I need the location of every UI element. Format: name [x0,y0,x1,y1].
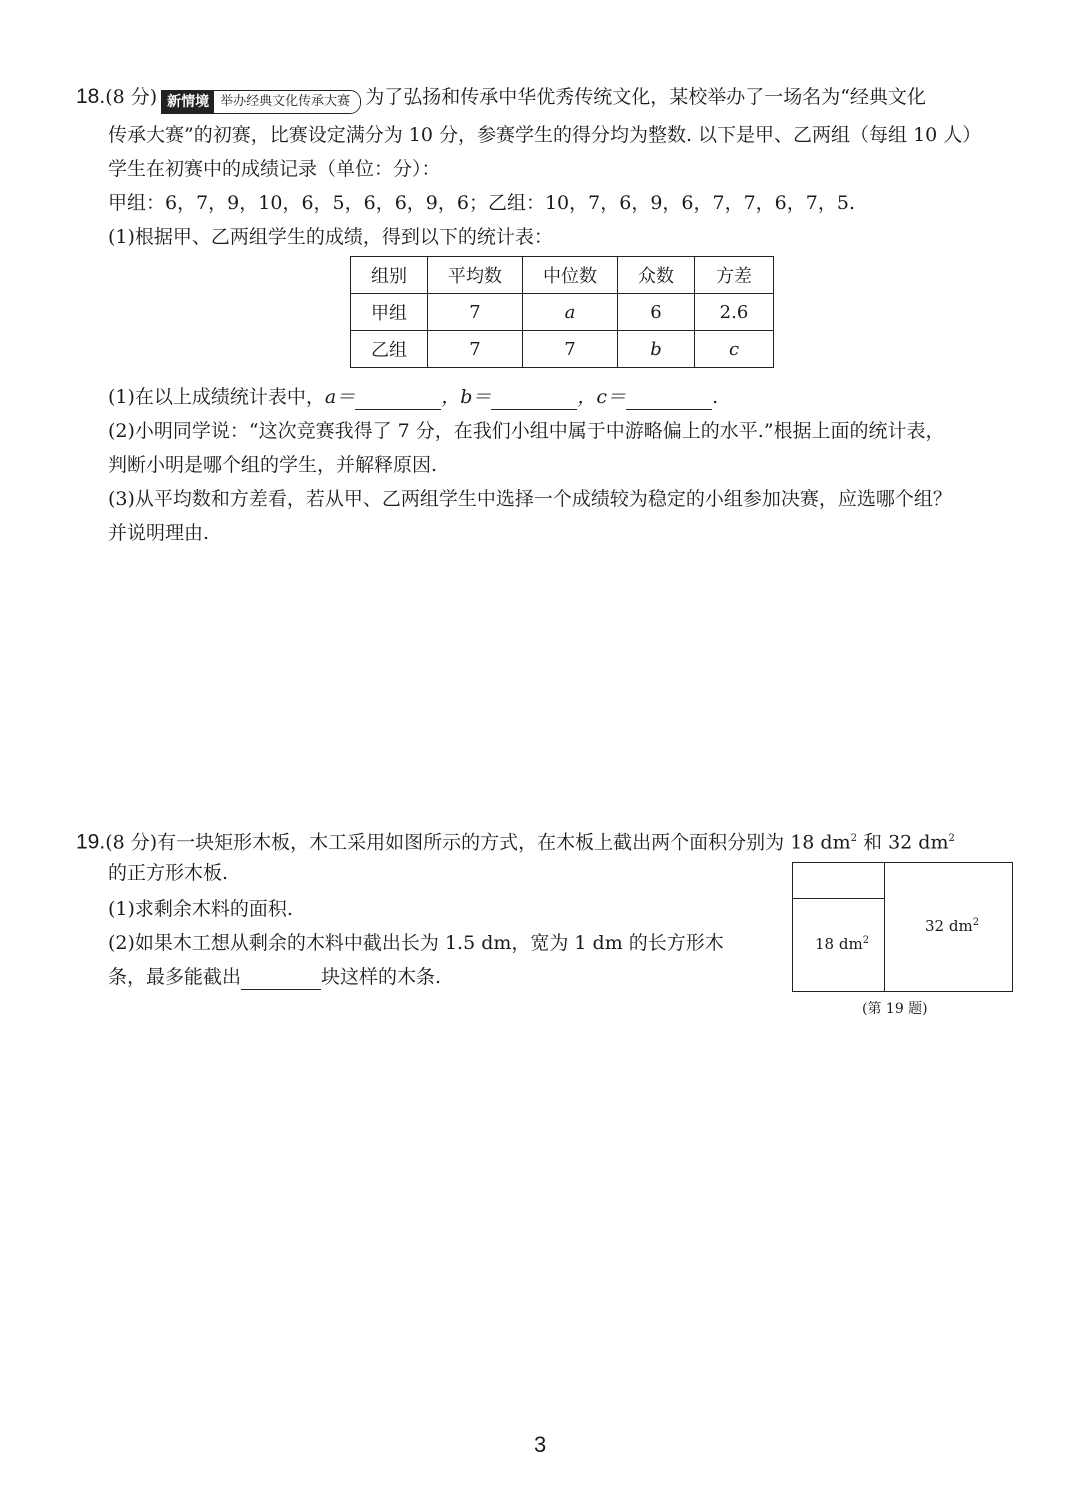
table-header-cell: 方差 [695,257,774,294]
table-cell: b [618,331,695,368]
q18-sub1 [108,384,718,410]
figure-caption: (第 19 题) [862,1001,928,1017]
q19-sub1: (1)求剩余木料的面积. [108,898,293,920]
table-row [351,294,774,331]
q19-text-mid: 和 32 dm [856,831,949,854]
table-header-cell: 组别 [351,257,428,294]
q18-sub3-line2: 并说明理由. [108,522,210,544]
small-square-label: 18 $dm^2$ [815,935,870,953]
q19-points: (8 分) [105,831,158,854]
q18-sub3-line1: (3)从平均数和方差看，若从甲、乙两组学生中选择一个成绩较为稳定的小组参加决赛，应选哪个组？ [108,488,952,510]
q18-line1 [76,84,926,114]
board-figure [792,862,1013,992]
table-row [351,331,774,368]
new-context-tag [161,90,361,114]
table-cell: c [695,331,774,368]
answer-blank-a[interactable] [355,387,441,410]
q18-text-line2: 传承大赛”的初赛，比赛设定满分为 10 分，参赛学生的得分均为整数. 以下是甲、乙两组（每组 10 人） [108,124,982,146]
sub2-text-b: 块这样的木条. [321,966,442,988]
table-cell: 乙组 [351,331,428,368]
stats-table [350,256,774,368]
q18-text-line3: 学生在初赛中的成绩记录（单位：分）： [108,158,441,180]
q18-number: 18. [76,85,106,108]
answer-blank-b[interactable] [491,387,577,410]
table-cell: 甲组 [351,294,428,331]
sub1-text: (1)在以上成绩统计表中， [108,386,325,408]
sub1-b-label: ，b＝ [441,386,492,408]
table-cell: 2.6 [695,294,774,331]
figure-divider-horizontal [793,898,885,899]
table-cell: 7 [428,331,523,368]
tag-topic-label: 举办经典文化传承大赛 [214,91,360,113]
answer-blank-c[interactable] [626,387,712,410]
q18-sub2-line2: 判断小明是哪个组的学生，并解释原因. [108,454,438,476]
table-header-cell: 平均数 [428,257,523,294]
q19-sub2-line1: (2)如果木工想从剩余的木料中截出长为 1.5 dm，宽为 1 dm 的长方形木 [108,932,724,954]
table-header-cell: 众数 [618,257,695,294]
q19-line1 [76,826,955,855]
page-number: 3 [534,1432,547,1457]
tag-new-label: 新情境 [162,91,214,113]
q19-text-line1: 有一块矩形木板，木工采用如图所示的方式，在木板上截出两个面积分别为 18 dm [157,831,851,854]
table-cell: 6 [618,294,695,331]
table-cell: 7 [523,331,618,368]
superscript: 2 [850,833,857,844]
figure-divider-vertical [884,863,885,991]
sub1-a-label: a＝ [324,386,356,408]
q18-points: (8 分) [105,86,158,108]
large-square-label: 32 $dm^2$ [925,917,980,935]
sub1-end: . [712,386,719,408]
q18-sub2-line1: (2)小明同学说：“这次竞赛我得了 7 分，在我们小组中属于中游略偏上的水平.”根据上面的统计表， [108,420,945,442]
table-cell: 7 [428,294,523,331]
q19-text-line2: 的正方形木板. [108,862,229,884]
table-cell: a [523,294,618,331]
table-header-cell: 中位数 [523,257,618,294]
table-header-row [351,257,774,294]
answer-blank-count[interactable] [241,967,321,990]
q18-score-data: 甲组：6，7，9，10，6，5，6，6，9，6；乙组：10，7，6，9，6，7，7，6，7，5. [108,192,855,214]
q18-text-line1: 为了弘扬和传承中华优秀传统文化，某校举办了一场名为“经典文化 [365,86,926,108]
sub1-c-label: ，c＝ [577,386,627,408]
sub2-text-a: 条，最多能截出 [108,966,242,988]
q18-part1-intro: (1)根据甲、乙两组学生的成绩，得到以下的统计表： [108,226,553,248]
q19-sub2-line2 [108,964,441,990]
q19-number: 19. [76,830,106,854]
superscript: 2 [948,833,955,844]
